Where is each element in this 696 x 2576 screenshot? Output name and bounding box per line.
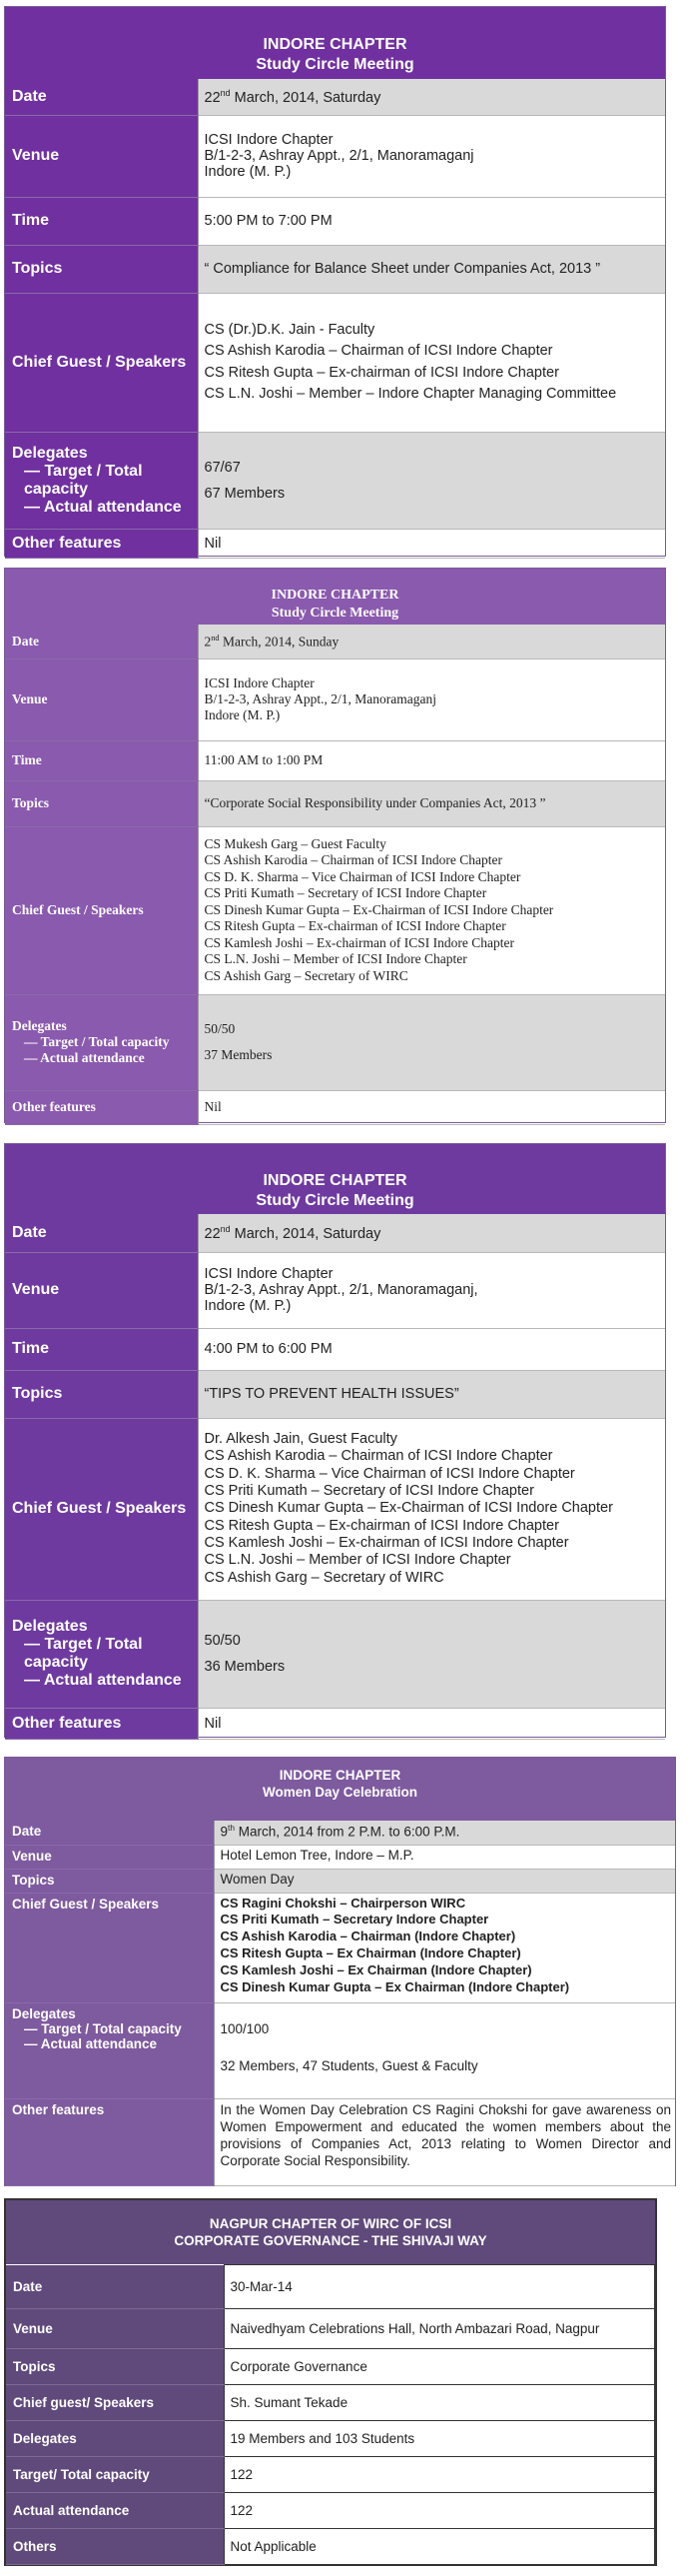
speaker-line: CS Kamlesh Joshi – Ex-chairman of ICSI Indore Chapter	[204, 1535, 569, 1552]
venue-line: B/1-2-3, Ashray Appt., 2/1, Manoramaganj	[204, 148, 474, 164]
attendance-value: 37 Members	[204, 1047, 273, 1062]
value-speakers: Sh. Sumant Tekade	[224, 2385, 655, 2421]
row-other-features	[5, 1708, 665, 1739]
event-details	[5, 1214, 665, 1740]
speaker-line: CS Ashish Karodia – Chairman (Indore Chapter)	[220, 1929, 516, 1944]
value-venue: Naivedhyam Celebrations Hall, North Ambazari Road, Nagpur	[224, 2309, 655, 2349]
label-venue: Venue	[5, 1252, 198, 1328]
date-rest: March, 2014, Saturday	[230, 89, 381, 106]
chapter-title: INDORE CHAPTER	[263, 1172, 407, 1189]
label-topics: Topics	[5, 245, 198, 293]
label-time: Time	[5, 740, 198, 780]
value-date	[198, 1214, 665, 1252]
row-venue	[5, 1845, 675, 1869]
label-date: Date	[5, 79, 198, 115]
row-topics	[5, 1370, 665, 1418]
date-rest: March, 2014 from 2 P.M. to 6:00 P.M.	[235, 1824, 460, 1840]
event-title: CORPORATE GOVERNANCE - THE SHIVAJI WAY	[174, 2232, 487, 2248]
label-speakers: Chief Guest / Speakers	[5, 1418, 198, 1600]
table-header	[5, 7, 665, 79]
delegates-label: Delegates	[12, 2005, 76, 2021]
speaker-line: CS Ashish Karodia – Chairman of ICSI Indore Chapter	[204, 852, 502, 868]
value-delegates	[198, 432, 665, 529]
row-venue	[6, 2309, 655, 2349]
label-delegates	[5, 994, 198, 1090]
row-topics	[6, 2349, 655, 2385]
label-topics: Topics	[5, 780, 198, 826]
value-date: 30-Mar-14	[224, 2265, 655, 2309]
label-time: Time	[5, 1328, 198, 1370]
delegates-capacity-label: — Target / Total capacity	[24, 1034, 170, 1049]
label-delegates	[5, 432, 198, 529]
value-venue	[198, 658, 665, 740]
row-venue	[5, 1252, 665, 1328]
event-table-nagpur-corporate-governance	[4, 2198, 657, 2566]
date-suffix: th	[228, 1823, 235, 1833]
row-date	[5, 1821, 675, 1845]
speaker-line: CS Ragini Chokshi – Chairperson WIRC	[220, 1895, 466, 1911]
speaker-line: CS Ritesh Gupta – Ex-chairman of ICSI Indore Chapter	[204, 1517, 559, 1534]
label-date: Date	[5, 1214, 198, 1252]
row-speakers	[6, 2385, 655, 2421]
row-delegates	[5, 2002, 675, 2098]
chapter-title: INDORE CHAPTER	[271, 588, 399, 603]
label-venue: Venue	[5, 658, 198, 740]
date-rest: March, 2014, Sunday	[219, 634, 340, 648]
date-suffix: nd	[220, 1223, 231, 1234]
label-topics: Topics	[5, 1370, 198, 1418]
value-other-features: Nil	[198, 1708, 665, 1739]
speaker-line: CS Dinesh Kumar Gupta – Ex Chairman (Indore Chapter)	[220, 1978, 570, 1994]
row-delegates	[5, 1600, 665, 1708]
speaker-line: CS Mukesh Garg – Guest Faculty	[204, 835, 386, 851]
attendance-value: 32 Members, 47 Students, Guest & Faculty	[220, 2057, 478, 2073]
label-speakers: Chief Guest / Speakers	[5, 1893, 214, 2002]
value-other-features: In the Women Day Celebration CS Ragini Chokshi for gave awareness on Women Empowerment and educated the women members about the provisions of Companies Act, 2013 relating to Women Director and Corporate Social Responsibility.	[214, 2098, 675, 2185]
venue-line: Indore (M. P.)	[204, 1298, 292, 1314]
row-date	[5, 79, 665, 115]
row-delegates	[5, 994, 665, 1090]
event-details	[6, 2264, 655, 2565]
date-day: 2	[204, 634, 212, 648]
value-topics: “TIPS TO PREVENT HEALTH ISSUES”	[198, 1370, 665, 1418]
delegates-attendance-label: — Actual attendance	[24, 1672, 182, 1689]
table-header	[6, 2200, 655, 2264]
speaker-line: CS (Dr.)D.K. Jain - Faculty	[204, 322, 375, 339]
speaker-line: CS Kamlesh Joshi – Ex-chairman of ICSI Indore Chapter	[204, 934, 514, 950]
row-other-features	[5, 529, 665, 558]
row-speakers	[5, 1418, 665, 1600]
value-speakers	[198, 1418, 665, 1600]
chapter-title: NAGPUR CHAPTER OF WIRC OF ICSI	[209, 2216, 452, 2231]
value-time: 5:00 PM to 7:00 PM	[198, 197, 665, 245]
date-rest: March, 2014, Saturday	[230, 1225, 381, 1242]
speaker-line: CS Dinesh Kumar Gupta – Ex-Chairman of ICSI Indore Chapter	[204, 1500, 613, 1517]
value-venue	[198, 115, 665, 197]
value-speakers	[214, 1893, 675, 2002]
row-time	[5, 740, 665, 780]
event-table-indore-health-study-circle	[4, 1143, 666, 1738]
label-other-features: Other features	[5, 1090, 198, 1124]
value-others: Not Applicable	[224, 2529, 655, 2565]
venue-line: ICSI Indore Chapter	[204, 675, 315, 690]
value-delegates: 19 Members and 103 Students	[224, 2421, 655, 2457]
label-topics: Topics	[6, 2349, 224, 2385]
speaker-line: CS D. K. Sharma – Vice Chairman of ICSI Indore Chapter	[204, 1465, 575, 1482]
row-topics	[5, 1869, 675, 1893]
value-venue: Hotel Lemon Tree, Indore – M.P.	[214, 1845, 675, 1869]
table-header	[5, 569, 665, 625]
row-delegates	[6, 2421, 655, 2457]
row-date	[5, 625, 665, 658]
speaker-line: CS Ashish Karodia – Chairman of ICSI Indore Chapter	[204, 343, 553, 360]
label-date: Date	[5, 625, 198, 658]
date-day: 22	[204, 1225, 221, 1242]
speaker-line: CS L.N. Joshi – Member – Indore Chapter Managing Committee	[204, 385, 617, 402]
row-delegates	[5, 432, 665, 529]
label-speakers: Chief guest/ Speakers	[6, 2385, 224, 2421]
chapter-title: INDORE CHAPTER	[263, 36, 407, 53]
speaker-line: CS Priti Kumath – Secretary Indore Chapter	[220, 1912, 489, 1928]
delegates-label: Delegates	[12, 1018, 67, 1033]
row-topics	[5, 245, 665, 293]
speaker-line: CS Ritesh Gupta – Ex-chairman of ICSI Indore Chapter	[204, 918, 506, 934]
event-table-indore-women-day	[4, 1757, 676, 2186]
event-title: Study Circle Meeting	[256, 1192, 414, 1209]
date-suffix: nd	[211, 633, 220, 643]
label-others: Others	[6, 2529, 224, 2565]
delegates-capacity-label: — Target / Total capacity	[24, 462, 143, 498]
event-table-indore-study-circle-2-march	[4, 568, 666, 1123]
speaker-line: CS L.N. Joshi – Member of ICSI Indore Chapter	[204, 1552, 511, 1569]
event-details	[5, 625, 665, 1125]
label-venue: Venue	[6, 2309, 224, 2349]
row-date	[5, 1214, 665, 1252]
speaker-line: CS Priti Kumath – Secretary of ICSI Indore Chapter	[204, 885, 487, 901]
label-speakers: Chief Guest / Speakers	[5, 826, 198, 994]
delegates-attendance-label: — Actual attendance	[24, 1050, 145, 1065]
row-venue	[5, 115, 665, 197]
value-other-features: Nil	[198, 529, 665, 558]
value-topics: Corporate Governance	[224, 2349, 655, 2385]
value-time: 4:00 PM to 6:00 PM	[198, 1328, 665, 1370]
date-suffix: nd	[220, 87, 231, 98]
event-details	[5, 79, 665, 559]
value-speakers	[198, 293, 665, 432]
venue-line: Indore (M. P.)	[204, 164, 292, 180]
label-speakers: Chief Guest / Speakers	[5, 293, 198, 432]
row-other-features	[5, 1090, 665, 1124]
value-delegates	[198, 1600, 665, 1708]
value-venue	[198, 1252, 665, 1328]
value-delegates	[214, 2002, 675, 2098]
speaker-line: CS D. K. Sharma – Vice Chairman of ICSI Indore Chapter	[204, 868, 521, 884]
table-header	[5, 1144, 665, 1214]
label-target-capacity: Target/ Total capacity	[6, 2457, 224, 2493]
label-delegates	[5, 1600, 198, 1708]
capacity-value: 100/100	[220, 2020, 270, 2036]
speaker-line: CS Ritesh Gupta – Ex-chairman of ICSI Indore Chapter	[204, 364, 559, 381]
venue-line: Indore (M. P.)	[204, 707, 281, 722]
label-date: Date	[6, 2265, 224, 2309]
capacity-value: 50/50	[204, 1633, 241, 1649]
row-date	[6, 2265, 655, 2309]
capacity-value: 67/67	[204, 459, 241, 476]
row-actual-attendance	[6, 2493, 655, 2529]
value-date	[214, 1821, 675, 1845]
date-day: 9	[220, 1824, 229, 1840]
label-venue: Venue	[5, 1845, 214, 1869]
row-venue	[5, 658, 665, 740]
value-date	[198, 79, 665, 115]
attendance-value: 67 Members	[204, 485, 286, 502]
date-day: 22	[204, 89, 221, 106]
label-other-features: Other features	[5, 1708, 198, 1739]
value-time: 11:00 AM to 1:00 PM	[198, 740, 665, 780]
row-time	[5, 197, 665, 245]
row-other-features	[5, 2098, 675, 2185]
value-actual-attendance: 122	[224, 2493, 655, 2529]
value-topics: Women Day	[214, 1869, 675, 1893]
row-speakers	[5, 293, 665, 432]
value-delegates	[198, 994, 665, 1090]
attendance-value: 36 Members	[204, 1659, 286, 1675]
row-others	[6, 2529, 655, 2565]
label-venue: Venue	[5, 115, 198, 197]
venue-line: B/1-2-3, Ashray Appt., 2/1, Manoramaganj,	[204, 1282, 478, 1298]
speaker-line: CS Ashish Garg – Secretary of WIRC	[204, 1569, 444, 1586]
capacity-value: 50/50	[204, 1021, 236, 1036]
speaker-line: CS Dinesh Kumar Gupta – Ex-Chairman of ICSI Indore Chapter	[204, 901, 554, 917]
value-speakers	[198, 826, 665, 994]
chapter-title: INDORE CHAPTER	[279, 1768, 401, 1783]
value-other-features: Nil	[198, 1090, 665, 1124]
delegates-label: Delegates	[12, 1618, 88, 1635]
delegates-label: Delegates	[12, 444, 88, 462]
row-topics	[5, 780, 665, 826]
speaker-line: CS Ritesh Gupta – Ex Chairman (Indore Chapter)	[220, 1945, 521, 1961]
speaker-line: Dr. Alkesh Jain, Guest Faculty	[204, 1430, 397, 1447]
venue-line: ICSI Indore Chapter	[204, 1266, 334, 1282]
row-time	[5, 1328, 665, 1370]
label-delegates	[5, 2002, 214, 2098]
row-speakers	[5, 1893, 675, 2002]
speaker-line: CS Ashish Karodia – Chairman of ICSI Indore Chapter	[204, 1448, 553, 1465]
table-header	[5, 1758, 675, 1821]
speaker-line: CS Kamlesh Joshi – Ex Chairman (Indore Chapter)	[220, 1962, 532, 1978]
label-actual-attendance: Actual attendance	[6, 2493, 224, 2529]
value-target-capacity: 122	[224, 2457, 655, 2493]
value-date	[198, 625, 665, 658]
event-title: Women Day Celebration	[262, 1784, 418, 1800]
label-other-features: Other features	[5, 529, 198, 558]
label-delegates: Delegates	[6, 2421, 224, 2457]
venue-line: B/1-2-3, Ashray Appt., 2/1, Manoramaganj	[204, 691, 436, 706]
label-other-features: Other features	[5, 2098, 214, 2185]
label-time: Time	[5, 197, 198, 245]
event-title: Study Circle Meeting	[271, 605, 399, 621]
delegates-capacity-label: — Target / Total capacity	[24, 1636, 143, 1671]
value-topics: “Corporate Social Responsibility under Companies Act, 2013 ”	[198, 780, 665, 826]
speaker-line: CS Priti Kumath – Secretary of ICSI Indore Chapter	[204, 1482, 534, 1499]
label-topics: Topics	[5, 1869, 214, 1893]
event-details	[5, 1821, 675, 2186]
speaker-line: CS L.N. Joshi – Member of ICSI Indore Chapter	[204, 951, 467, 967]
delegates-attendance-label: — Actual attendance	[24, 2035, 158, 2051]
speaker-line: CS Ashish Garg – Secretary of WIRC	[204, 967, 408, 983]
delegates-attendance-label: — Actual attendance	[24, 498, 182, 516]
label-date: Date	[5, 1821, 214, 1845]
value-topics: “ Compliance for Balance Sheet under Companies Act, 2013 ”	[198, 245, 665, 293]
event-title: Study Circle Meeting	[256, 56, 414, 73]
delegates-capacity-label: — Target / Total capacity	[24, 2020, 182, 2036]
row-target-capacity	[6, 2457, 655, 2493]
row-speakers	[5, 826, 665, 994]
event-table-indore-study-circle-22-march	[4, 6, 666, 557]
venue-line: ICSI Indore Chapter	[204, 132, 334, 148]
